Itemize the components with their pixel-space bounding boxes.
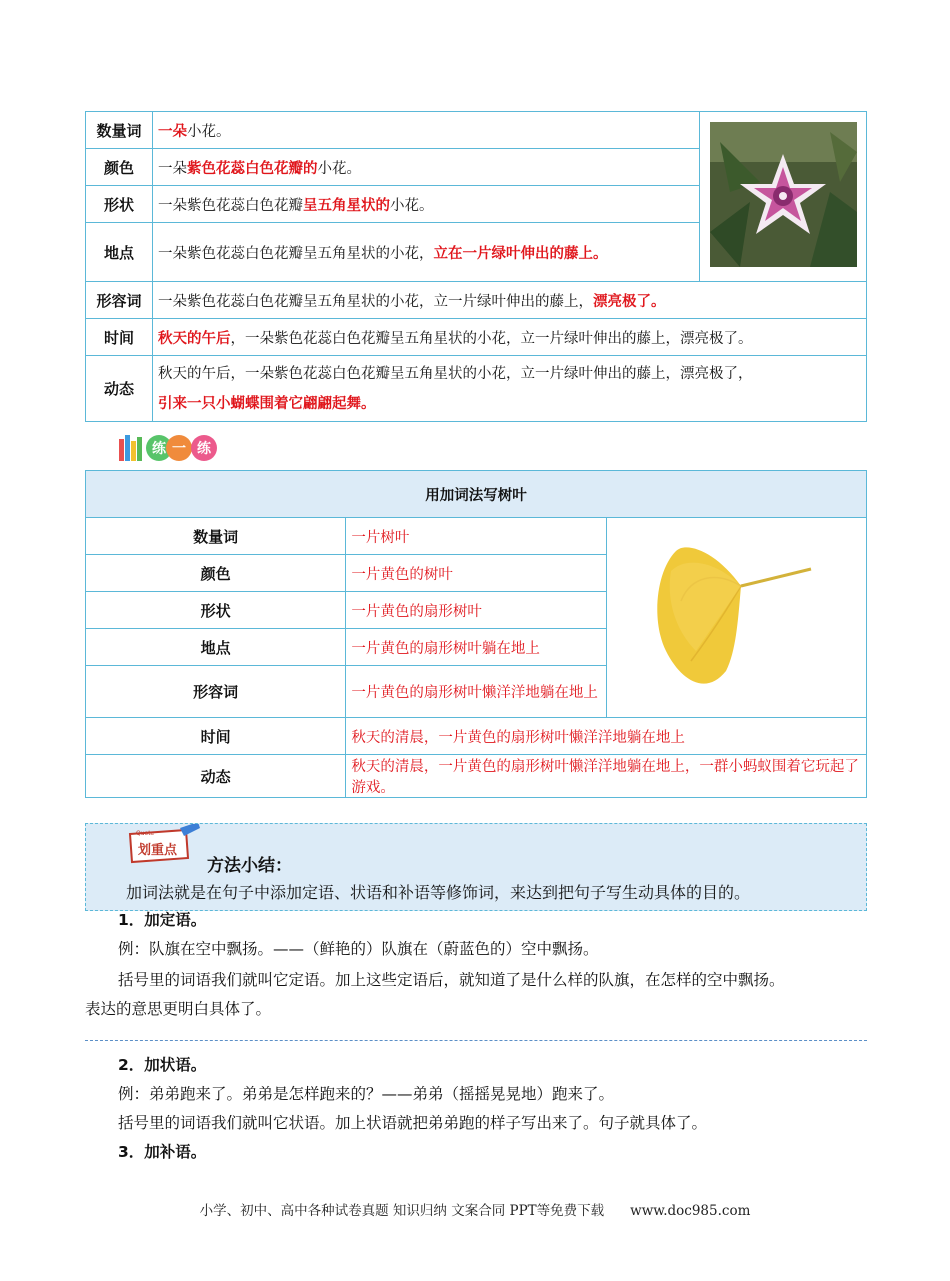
row-label: 形容词 (86, 282, 153, 319)
row-text: 一片树叶 (346, 518, 606, 555)
row-text: 一片黄色的扇形树叶 (346, 592, 606, 629)
section-3-title: 3．加补语。 (118, 1143, 207, 1161)
highlight-stamp-icon (126, 824, 202, 868)
row-label: 形状 (86, 592, 346, 629)
row-label: 颜色 (86, 149, 153, 186)
row-text: 秋天的午后，一朵紫色花蕊白色花瓣呈五角星状的小花，立一片绿叶伸出的藤上，漂亮极了。 (153, 319, 867, 356)
row-text: 秋天的清晨，一片黄色的扇形树叶懒洋洋地躺在地上 (346, 718, 867, 755)
section-1-explain-cont: 表达的意思更明白具体了。 (85, 1000, 272, 1018)
section-2-title: 2．加状语。 (118, 1056, 207, 1074)
section-1-title: 1．加定语。 (118, 911, 207, 929)
footer-url[interactable]: www.doc985.com (630, 1203, 751, 1219)
row-label: 颜色 (86, 555, 346, 592)
pencils-icon (119, 435, 142, 461)
flower-photo (710, 122, 857, 267)
section-divider (85, 1040, 867, 1041)
badge-char: 练 (152, 441, 166, 457)
section-1-explain: 括号里的词语我们就叫它定语。加上这些定语后，就知道了是什么样的队旗，在怎样的空中飘扬。 (118, 971, 785, 989)
svg-text:划重点: 划重点 (138, 843, 178, 858)
page-footer (0, 1199, 950, 1219)
flower-example-table (85, 111, 867, 422)
row-label: 形状 (86, 186, 153, 223)
row-text: 一朵紫色花蕊白色花瓣呈五角星状的小花，立一片绿叶伸出的藤上，漂亮极了。 (153, 282, 867, 319)
badge-char: 练 (197, 441, 211, 457)
row-label: 形容词 (86, 666, 346, 718)
section-2-example: 例：弟弟跑来了。弟弟是怎样跑来的？——弟弟（摇摇晃晃地）跑来了。 (118, 1085, 615, 1103)
practice-badge (117, 431, 219, 463)
row-label: 数量词 (86, 112, 153, 149)
row-label: 动态 (86, 755, 346, 798)
row-text: 一朵紫色花蕊白色花瓣呈五角星状的小花，立在一片绿叶伸出的藤上。 (153, 223, 700, 282)
row-label: 时间 (86, 319, 153, 356)
table-title: 用加词法写树叶 (86, 471, 867, 518)
summary-title: 方法小结： (207, 856, 292, 876)
row-text: 一片黄色的树叶 (346, 555, 606, 592)
row-label: 动态 (86, 356, 153, 422)
row-text: 秋天的清晨，一片黄色的扇形树叶懒洋洋地躺在地上，一群小蚂蚁围着它玩起了游戏。 (346, 755, 867, 798)
section-1-example: 例：队旗在空中飘扬。——（鲜艳的）队旗在（蔚蓝色的）空中飘扬。 (118, 940, 599, 958)
row-label: 地点 (86, 629, 346, 666)
badge-char: 一 (172, 441, 186, 457)
flower-photo-cell (700, 112, 867, 282)
ginkgo-leaf-photo (646, 531, 826, 701)
row-label: 时间 (86, 718, 346, 755)
row-text: 秋天的午后，一朵紫色花蕊白色花瓣呈五角星状的小花，立一片绿叶伸出的藤上，漂亮极了， 引来一只小蝴蝶围着它翩翩起舞。 (153, 356, 867, 422)
row-text: 一朵紫色花蕊白色花瓣呈五角星状的小花。 (153, 186, 700, 223)
leaf-practice-table (85, 470, 867, 798)
row-label: 数量词 (86, 518, 346, 555)
svg-text:Quote: Quote (136, 830, 155, 837)
row-text: 一片黄色的扇形树叶懒洋洋地躺在地上 (346, 666, 606, 718)
row-text: 一朵小花。 (153, 112, 700, 149)
summary-body: 加词法就是在句子中添加定语、状语和补语等修饰词，来达到把句子写生动具体的目的。 (126, 883, 751, 902)
row-label: 地点 (86, 223, 153, 282)
leaf-photo-cell (606, 518, 866, 718)
row-text: 一朵紫色花蕊白色花瓣的小花。 (153, 149, 700, 186)
row-text: 一片黄色的扇形树叶躺在地上 (346, 629, 606, 666)
footer-text: 小学、初中、高中各种试卷真题 知识归纳 文案合同 PPT等免费下载 (199, 1203, 605, 1219)
section-2-explain: 括号里的词语我们就叫它状语。加上状语就把弟弟跑的样子写出来了。句子就具体了。 (118, 1114, 708, 1132)
